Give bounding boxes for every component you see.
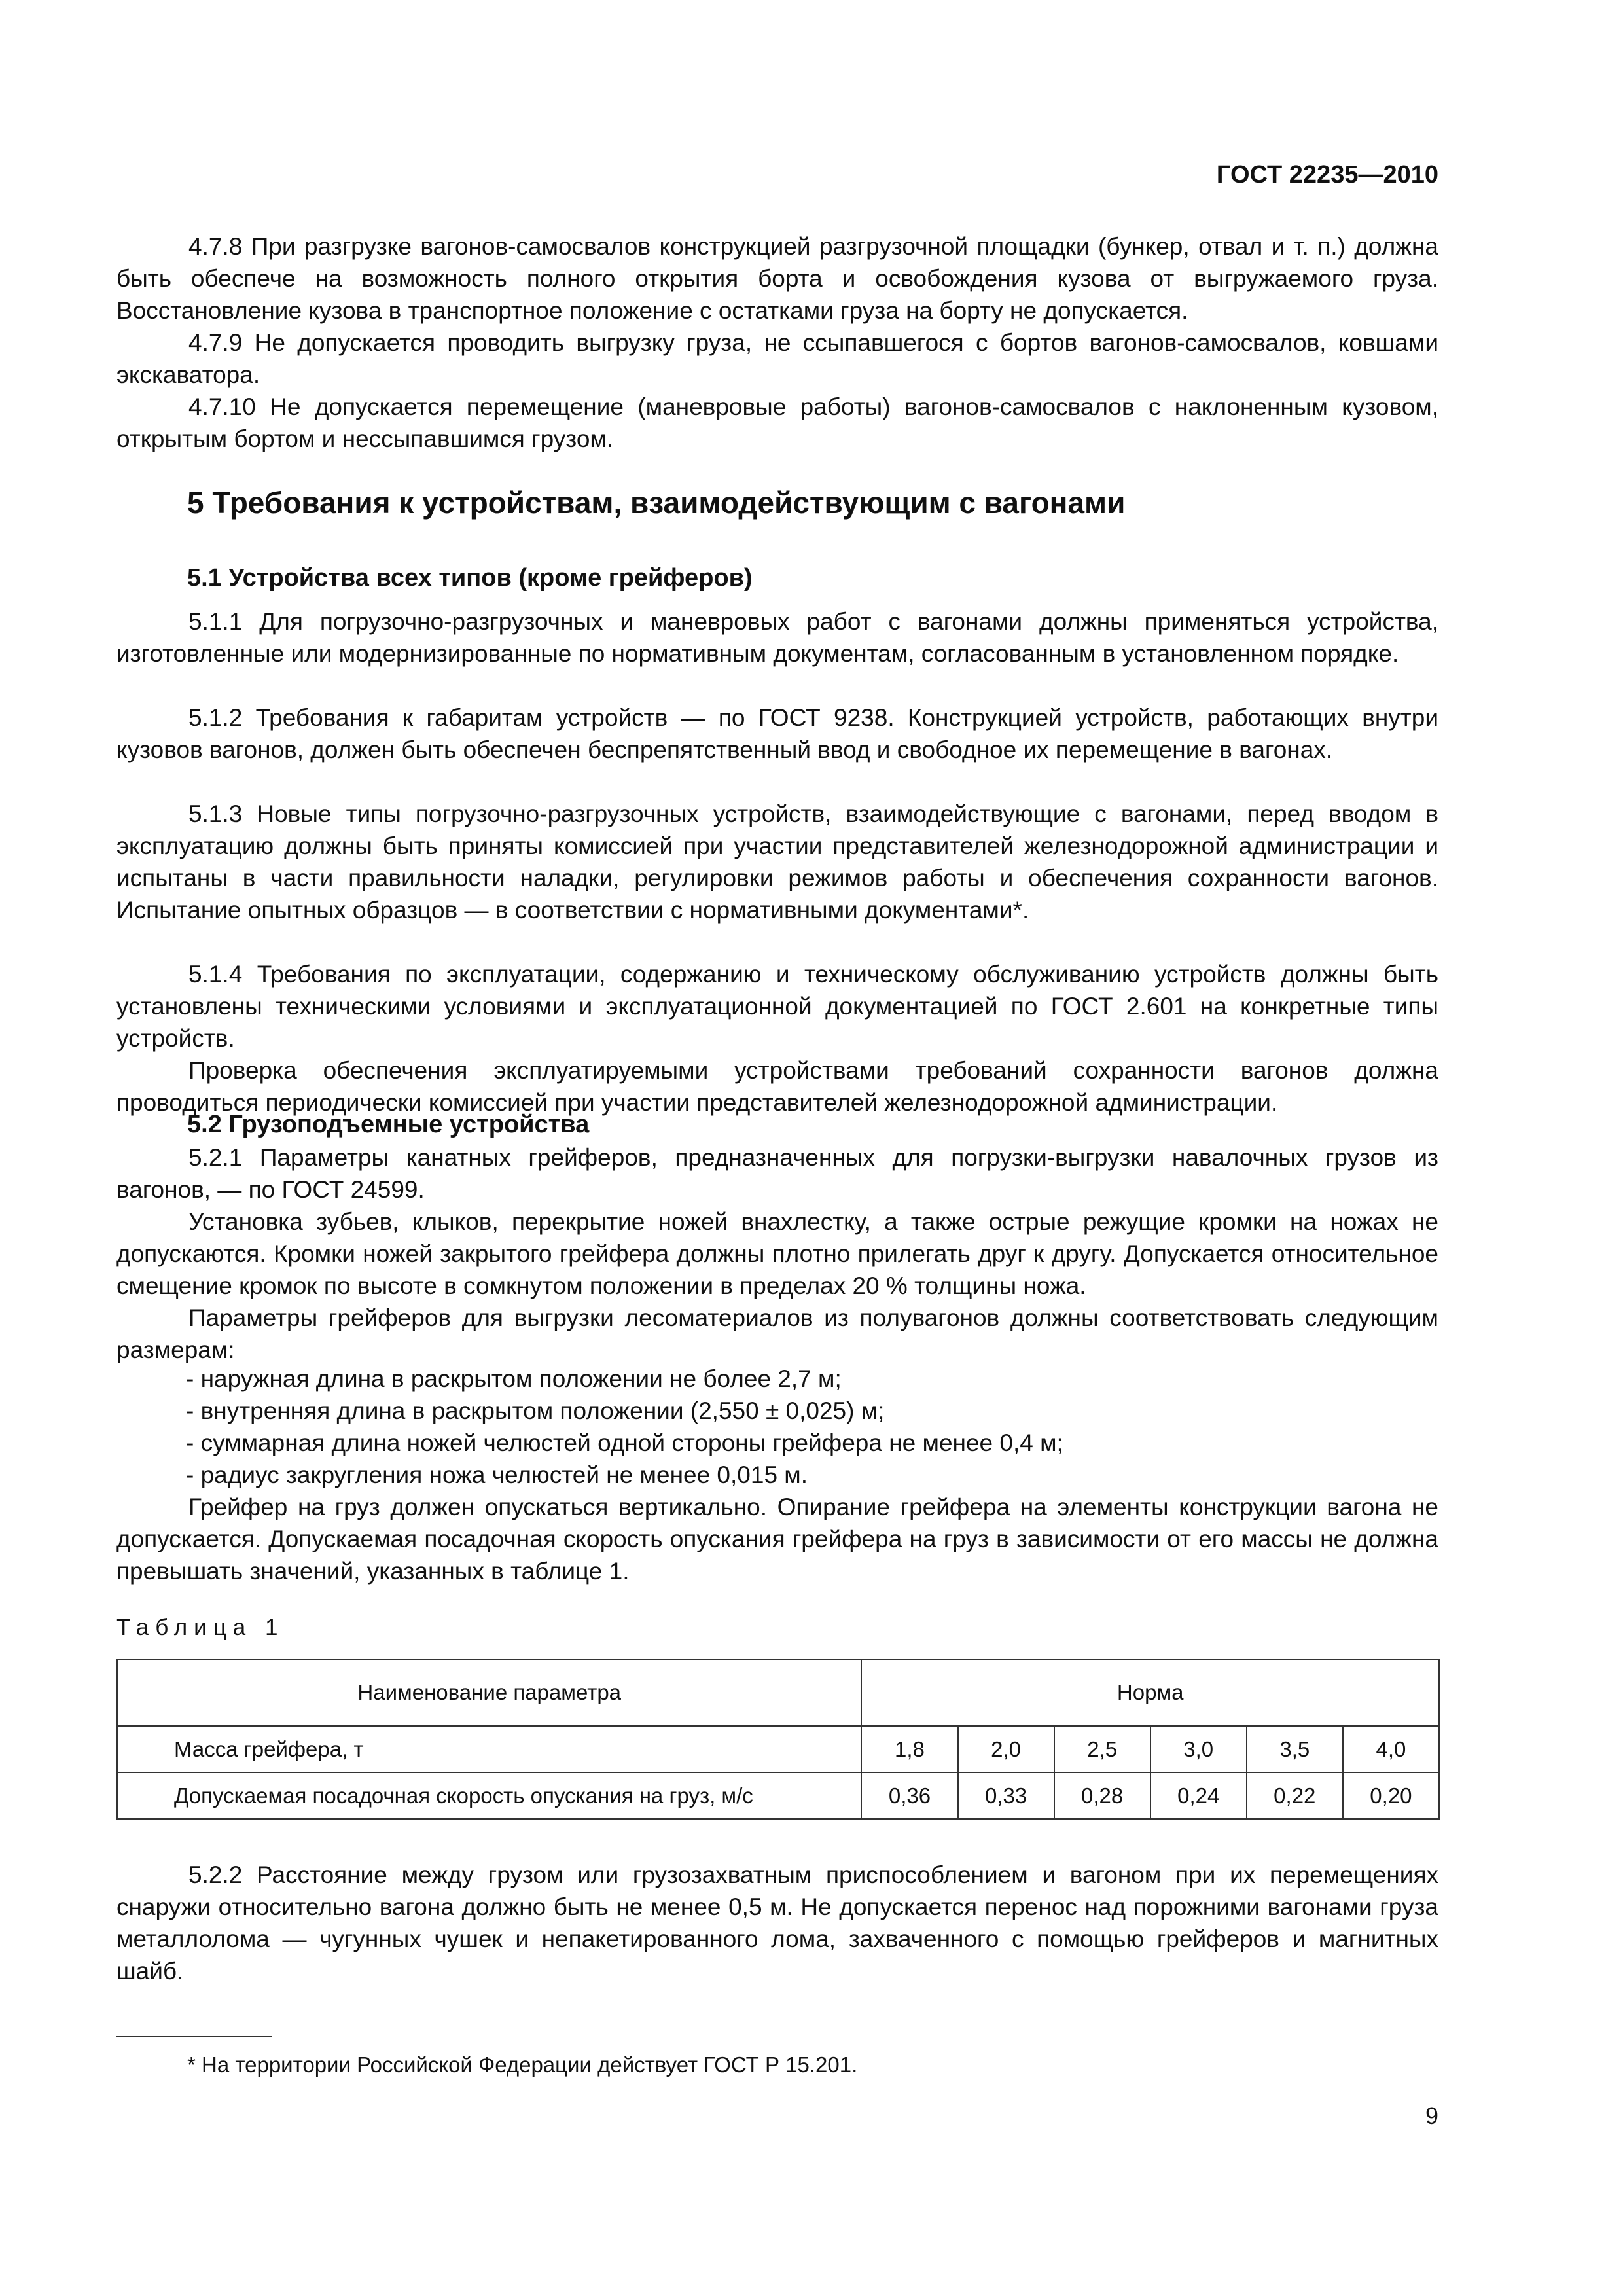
- header-parameter: Наименование параметра: [117, 1659, 861, 1726]
- table-cell: 3,0: [1150, 1726, 1247, 1772]
- list-item: - внутренняя длина в раскрытом положении (2,550 ± 0,025) м;: [186, 1397, 885, 1424]
- table-cell: 0,33: [958, 1772, 1054, 1819]
- paragraph-4-7-8: 4.7.8 При разгрузке вагонов-самосвалов конструкцией разгрузочной площадки (бункер, отвал и т. п.) должна быть обеспече на возможность полного открытия борта и освобождения кузова от выгружаемого груза. Восстановление кузова в транспортное положение с остатками груза на борту не допускается.: [116, 233, 1438, 324]
- table-header-row: [117, 1659, 1439, 1726]
- document-page: [116, 0, 1438, 2296]
- table-cell: 2,5: [1054, 1726, 1150, 1772]
- paragraph-4-7-10: 4.7.10 Не допускается перемещение (маневровые работы) вагонов-самосвалов с наклоненным кузовом, открытым бортом и нессыпавшимся грузом.: [116, 393, 1438, 452]
- paragraph-5-1-4: 5.1.4 Требования по эксплуатации, содержанию и техническому обслуживанию устройств должны быть установлены техническими условиями и эксплуатационной документацией по ГОСТ 2.601 на конкретные типы устройств.: [116, 961, 1438, 1052]
- paragraph-5-2-1-b: Установка зубьев, клыков, перекрытие ножей внахлестку, а также острые режущие кромки на ножах не допускаются. Кромки ножей закрытого грейфера должны плотно прилегать друг к другу. Допускается относительное смещение кромок по высоте в сомкнутом положении в пределах 20 % толщины ножа.: [116, 1208, 1438, 1299]
- table-cell: 0,22: [1247, 1772, 1343, 1819]
- table-caption: Таблица 1: [116, 1615, 285, 1640]
- gripper-size-list: [186, 1363, 1063, 1491]
- row-name: Масса грейфера, т: [117, 1726, 861, 1772]
- gripper-speed-table: [116, 1659, 1440, 1820]
- section-5-heading: 5 Требования к устройствам, взаимодействующим с вагонами: [187, 486, 1126, 520]
- list-item: - радиус закругления ножа челюстей не менее 0,015 м.: [186, 1462, 808, 1488]
- table-cell: 0,28: [1054, 1772, 1150, 1819]
- list-item: - суммарная длина ножей челюстей одной стороны грейфера не менее 0,4 м;: [186, 1429, 1063, 1456]
- table-cell: 4,0: [1343, 1726, 1439, 1772]
- paragraph-5-2-2: 5.2.2 Расстояние между грузом или грузозахватным приспособлением и вагоном при их перемещениях снаружи относительно вагона должно быть не менее 0,5 м. Не допускается перенос над порожними вагонами груза металлолома — чугунных чушек и непакетированного лома, захваченного с помощью грейферов и магнитных шайб.: [116, 1861, 1438, 1984]
- row-name: Допускаемая посадочная скорость опускания на груз, м/с: [117, 1772, 861, 1819]
- table-row: [117, 1772, 1439, 1819]
- paragraph-5-1-4-b: Проверка обеспечения эксплуатируемыми устройствами требований сохранности вагонов должна проводиться периодически комиссией при участии представителей железнодорожной администрации.: [116, 1057, 1438, 1116]
- paragraph-5-1-3: 5.1.3 Новые типы погрузочно-разгрузочных устройств, взаимодействующие с вагонами, перед вводом в эксплуатацию должны быть приняты комиссией при участии представителей железнодорожной администрации и испытаны в части правильности наладки, регулировки режимов работы и обеспечения сохранности вагонов. Испытание опытных образцов — в соответствии с нормативными документами*.: [116, 800, 1438, 924]
- subsection-5-2-heading: 5.2 Грузоподъемные устройства: [187, 1111, 590, 1138]
- table-cell: 0,24: [1150, 1772, 1247, 1819]
- paragraph-5-2-1: 5.2.1 Параметры канатных грейферов, предназначенных для погрузки-выгрузки навалочных грузов из вагонов, — по ГОСТ 24599.: [116, 1144, 1438, 1203]
- header-norm: Норма: [861, 1659, 1439, 1726]
- table-cell: 2,0: [958, 1726, 1054, 1772]
- footnote: * На территории Российской Федерации действует ГОСТ Р 15.201.: [187, 2053, 858, 2077]
- page-number: 9: [1425, 2102, 1438, 2129]
- subsection-5-1-heading: 5.1 Устройства всех типов (кроме грейферов): [187, 564, 753, 592]
- table-cell: 1,8: [861, 1726, 957, 1772]
- paragraph-5-1-2: 5.1.2 Требования к габаритам устройств — по ГОСТ 9238. Конструкцией устройств, работающих внутри кузовов вагонов, должен быть обеспечен беспрепятственный ввод и свободное их перемещение в вагонах.: [116, 704, 1438, 763]
- paragraph-5-2-1-c: Параметры грейферов для выгрузки лесоматериалов из полувагонов должны соответствовать следующим размерам:: [116, 1304, 1438, 1363]
- paragraph-5-2-1-d: Грейфер на груз должен опускаться вертикально. Опирание грейфера на элементы конструкции вагона не допускается. Допускаемая посадочная скорость опускания грейфера на груз в зависимости от его массы не должна превышать значений, указанных в таблице 1.: [116, 1494, 1438, 1585]
- list-item: - наружная длина в раскрытом положении не более 2,7 м;: [186, 1365, 842, 1392]
- standard-code-header: ГОСТ 22235—2010: [1216, 161, 1438, 188]
- table-cell: 0,36: [861, 1772, 957, 1819]
- table-cell: 3,5: [1247, 1726, 1343, 1772]
- paragraph-5-1-1: 5.1.1 Для погрузочно-разгрузочных и маневровых работ с вагонами должны применяться устройства, изготовленные или модернизированные по нормативным документам, согласованным в установленном порядке.: [116, 608, 1438, 667]
- paragraph-4-7-9: 4.7.9 Не допускается проводить выгрузку груза, не ссыпавшегося с бортов вагонов-самосвалов, ковшами экскаватора.: [116, 329, 1438, 388]
- table-row: [117, 1726, 1439, 1772]
- table-cell: 0,20: [1343, 1772, 1439, 1819]
- footnote-divider: [116, 2036, 272, 2037]
